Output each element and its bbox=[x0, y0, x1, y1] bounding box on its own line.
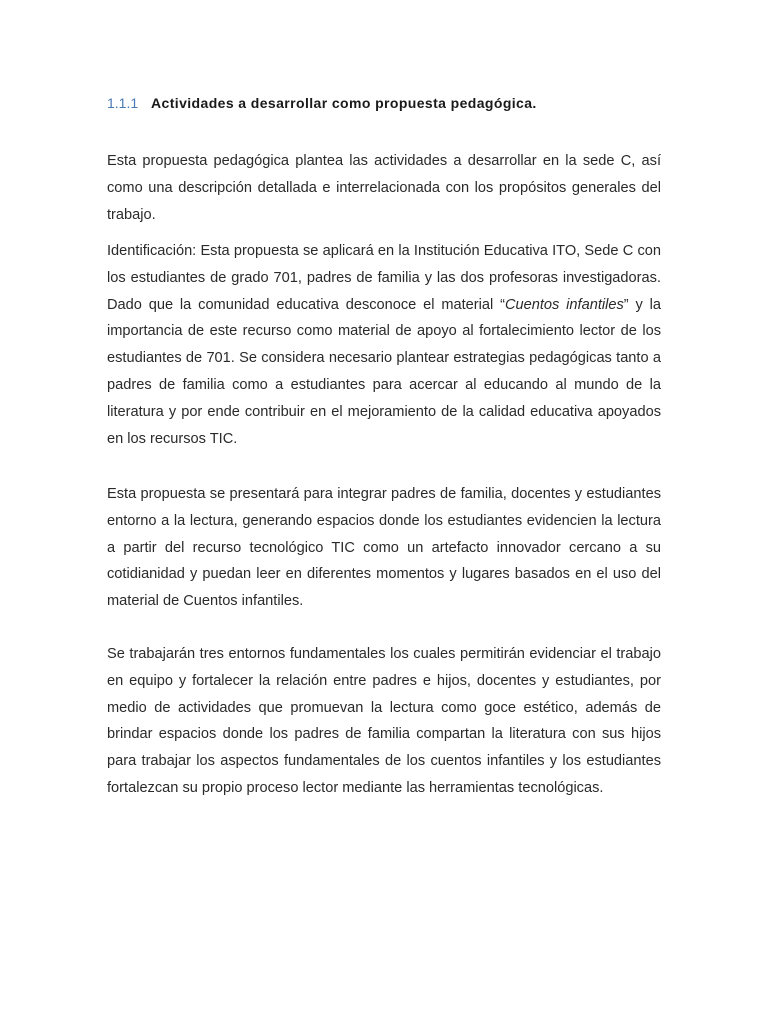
paragraph-entornos: Se trabajarán tres entornos fundamentales los cuales permitirán evidenciar el trabajo en equipo y fortalecer la relación entre padres e hijos, docentes y estudiantes, por medio de actividades que promuevan la lectura como goce estético, además de brindar espacios donde los padres de familia compartan la literatura con sus hijos para trabajar los aspectos fundamentales de los cuentos infantiles y los estudiantes fortalezcan su propio proceso lector mediante las herramientas tecnológicas. bbox=[107, 646, 661, 796]
paragraph-identificacion-text-1: Identificación: Esta propuesta se aplicará en la Institución Educativa ITO, Sede C con los estudiantes de grado 701, padres de familia y las dos profesoras investigadoras. Dado que la comunidad educativa desconoce el material “ bbox=[107, 243, 661, 313]
paragraph-integracion: Esta propuesta se presentará para integrar padres de familia, docentes y estudiantes entorno a la lectura, generando espacios donde los estudiantes evidencien la lectura a partir del recurso tecnológico TIC como un artefacto innovador cercano a su cotidianidad y puedan leer en diferentes momentos y lugares basados en el uso del material de Cuentos infantiles. bbox=[107, 486, 661, 610]
section-title: Actividades a desarrollar como propuesta pedagógica. bbox=[151, 95, 537, 111]
material-title-italic: Cuentos infantiles bbox=[504, 296, 624, 313]
paragraph-identificacion bbox=[107, 238, 661, 452]
section-number: 1.1.1 bbox=[107, 95, 139, 111]
paragraph-identificacion-text-2: ” y la importancia de este recurso como material de apoyo al fortalecimiento lector de los estudiantes de 701. Se considera necesario plantear estrategias pedagógicas tanto a padres de familia como a estudiantes para acercar al educando al mundo de la literatura y por ende contribuir en el mejoramiento de la calidad educativa apoyados en los recursos TIC. bbox=[107, 296, 661, 447]
paragraph-intro: Esta propuesta pedagógica plantea las actividades a desarrollar en la sede C, así como una descripción detallada e interrelacionada con los propósitos generales del trabajo. bbox=[107, 153, 661, 223]
section-heading bbox=[107, 93, 537, 113]
